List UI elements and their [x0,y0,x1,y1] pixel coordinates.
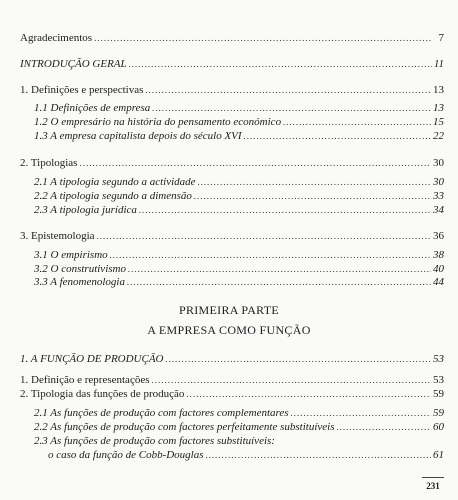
toc-subentry [34,204,444,217]
toc-subentry [34,435,444,448]
dot-leader [291,407,431,420]
dot-leader [194,190,431,203]
dot-leader [206,449,431,462]
dot-leader [152,102,431,115]
toc-subentry [34,190,444,203]
toc-subentry [34,276,444,289]
dot-leader [97,230,431,243]
toc-entry-label: 1.3 A empresa capitalista depois do século XVI [34,130,242,142]
toc-subentry [34,407,444,420]
toc-entry-label: 2.2 As funções de produção com factores perfeitamente substituíveis [34,421,335,433]
toc-part1-section-2 [20,388,444,401]
toc-entry-page: 59 [433,388,444,400]
dot-leader [145,84,431,97]
toc-entry-page: 30 [433,157,444,169]
toc-subentry [34,102,444,115]
toc-entry-label: 1.1 Definições de empresa [34,102,151,114]
dot-leader [186,388,431,401]
dot-leader [139,204,431,217]
toc-entry-page: 13 [433,102,444,114]
toc-entry-page: 33 [433,190,444,202]
toc-entry-page: 44 [433,276,444,288]
toc-part1-section-1 [20,374,444,387]
toc-entry-label: Agradecimentos [20,32,93,44]
toc-entry-label: 3.2 O construtivismo [34,263,126,275]
toc-entry-page: 36 [433,230,444,242]
toc-chapter-2 [20,157,444,170]
toc-entry-label: 2. Tipologia das funções de produção [20,388,185,400]
part-subheading: A EMPRESA COMO FUNÇÃO [147,323,311,337]
footer-rule [422,477,444,478]
dot-leader [244,130,431,143]
toc-entry-page: 15 [433,116,444,128]
toc-entry-label: 2. Tipologias [20,157,78,169]
toc-subentry [34,116,444,129]
toc-part1-chapter [20,353,444,366]
dot-leader [79,157,431,170]
dot-leader [283,116,431,129]
toc-entry-label: o caso da função de Cobb-Douglas [48,449,204,461]
toc-chapter-3 [20,230,444,243]
toc-entry-label: 2.3 A tipologia jurídica [34,204,137,216]
part-heading: PRIMEIRA PARTE [178,303,280,317]
toc-entry-page: 40 [433,263,444,275]
toc-entry-agradecimentos [20,32,444,45]
dot-leader [128,263,431,276]
toc-subentry [34,263,444,276]
toc-entry-page: 53 [433,374,444,386]
toc-entry-introducao [20,58,444,71]
dot-leader [198,176,431,189]
toc-subentry [34,249,444,262]
toc-entry-label: 1.2 O empresário na história do pensamento económico [34,116,282,128]
toc-entry-page: 53 [433,353,444,365]
toc-entry-label: 1. Definições e perspectivas [20,84,144,96]
toc-entry-page: 30 [433,176,444,188]
dot-leader [127,276,431,289]
toc-entry-label: INTRODUÇÃO GERAL [20,58,127,70]
toc-entry-label: 2.1 A tipologia segundo a actividade [34,176,196,188]
toc-entry-page: 34 [433,204,444,216]
toc-subentry [48,449,444,462]
dot-leader [152,374,432,387]
toc-entry-page: 7 [438,32,444,44]
toc-entry-label: 1. A FUNÇÃO DE PRODUÇÃO [20,353,164,365]
toc-entry-label: 3. Epistemologia [20,230,95,242]
toc-entry-label: 1. Definição e representações [20,374,150,386]
toc-entry-page: 60 [433,421,444,433]
dot-leader [337,421,431,434]
toc-entry-label: 3.1 O empirismo [34,249,108,261]
toc-subentry [34,176,444,189]
dot-leader [166,353,431,366]
toc-entry-label: 2.2 A tipologia segundo a dimensão [34,190,192,202]
page-number: 231 [426,481,440,491]
toc-entry-page: 22 [433,130,444,142]
toc-chapter-1 [20,84,444,97]
dot-leader [129,58,432,71]
toc-entry-page: 11 [433,58,444,70]
toc-entry-label: 2.3 As funções de produção com factores substituíveis: [34,435,275,447]
toc-entry-label: 2.1 As funções de produção com factores complementares [34,407,289,419]
toc-subentry [34,130,444,143]
toc-entry-page: 61 [433,449,444,461]
toc-entry-label: 3.3 A fenomenologia [34,276,125,288]
toc-entry-page: 38 [433,249,444,261]
toc-entry-page: 59 [433,407,444,419]
dot-leader [94,32,432,45]
toc-entry-page: 13 [433,84,444,96]
toc-subentry [34,421,444,434]
dot-leader [110,249,431,262]
